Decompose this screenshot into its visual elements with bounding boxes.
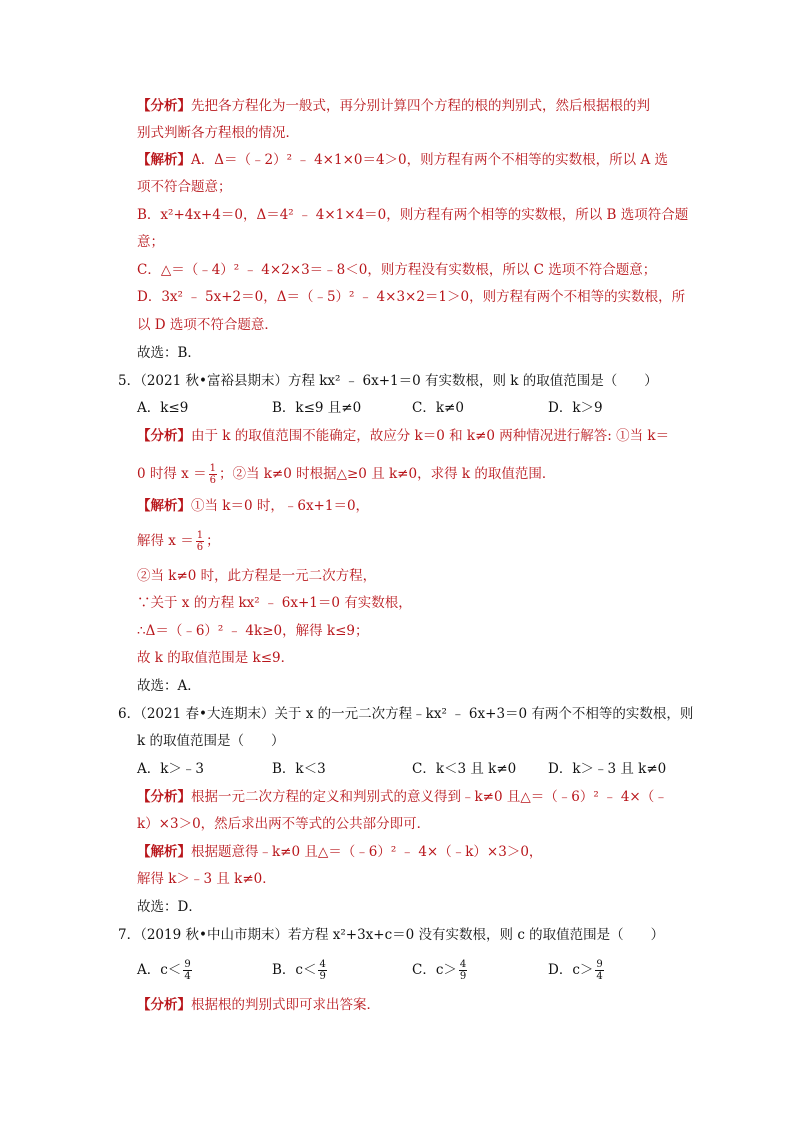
q6-option-a: A．k＞﹣3 — [137, 761, 205, 777]
q4-solution-b-line-2: 意； — [137, 234, 164, 250]
q4-solution-c-line: C．△＝（﹣4）² ﹣ 4×2×3＝﹣8＜0，则方程没有实数根，所以 C 选项不符合题意； — [137, 262, 657, 278]
q6-option-b: B．k＜3 — [272, 761, 326, 777]
fraction: $\frac{9}{4}$ — [596, 959, 603, 982]
q5-solution-line-4: ∵关于 x 的方程 kx² ﹣ 6x+1＝0 有实数根， — [137, 595, 412, 611]
analysis-tag: 【分析】 — [137, 98, 191, 114]
q7-stem: 7．（2019 秋•中山市期末）若方程 x²+3x+c＝0 没有实数根，则 c 的取值范围是（ ） — [118, 927, 665, 943]
q7-option-d: D．c＞ $\frac{9}{4}$ — [548, 959, 603, 982]
q7-option-b: B．c＜ $\frac{4}{9}$ — [272, 959, 326, 982]
q5-option-c: C．k≠0 — [412, 400, 464, 416]
solution-tag: 【解析】 — [137, 498, 191, 514]
analysis-tag: 【分析】 — [137, 997, 191, 1013]
q4-solution-b-line-1: B．x²+4x+4＝0，Δ＝4² ﹣ 4×1×4＝0，则方程有两个相等的实数根，所以 B 选项符合题 — [137, 207, 689, 223]
q6-stem-line-1: 6．（2021 春•大连期末）关于 x 的一元二次方程﹣kx² ﹣ 6x+3＝0 有两个不相等的实数根，则 — [118, 706, 694, 722]
solution-tag: 【解析】 — [137, 152, 191, 168]
q4-solution-a-line-1: 【解析】A．Δ＝（﹣2）² ﹣ 4×1×0＝4＞0，则方程有两个不相等的实数根，所以 A 选 — [137, 152, 668, 168]
q4-solution-d-line-2: 以 D 选项不符合题意． — [137, 317, 278, 333]
q4-answer: 故选：B． — [137, 345, 201, 361]
q5-solution-line-5: ∴Δ＝（﹣6）² ﹣ 4k≥0，解得 k≤9； — [137, 623, 369, 639]
q4-analysis-line-2: 别式判断各方程根的情况． — [137, 125, 299, 141]
q4-analysis-line-1: 【分析】先把各方程化为一般式，再分别计算四个方程的根的判别式，然后根据根的判 — [137, 98, 650, 114]
q5-option-a: A．k≤9 — [137, 400, 189, 416]
fraction: $\frac{9}{4}$ — [184, 959, 191, 982]
q6-solution-line-1: 【解析】根据题意得﹣k≠0 且△＝（﹣6）² ﹣ 4×（﹣k）×3＞0， — [137, 844, 543, 860]
q7-option-a: A．c＜ $\frac{9}{4}$ — [137, 959, 191, 982]
q5-analysis-line-2: 0 时得 x ＝ $\frac{1}{6}$ ；②当 k≠0 时根据△≥0 且 k≠0，求得 k 的取值范围． — [137, 463, 556, 486]
q6-answer: 故选：D． — [137, 899, 202, 915]
q5-solution-line-6: 故 k 的取值范围是 k≤9． — [137, 650, 295, 666]
q7-analysis-line-1: 【分析】根据根的判别式即可求出答案． — [137, 997, 380, 1013]
q7-option-c: C．c＞ $\frac{4}{9}$ — [412, 959, 467, 982]
q6-option-d: D．k＞﹣3 且 k≠0 — [548, 761, 667, 777]
solution-tag: 【解析】 — [137, 844, 191, 860]
q6-stem-line-2: k 的取值范围是（ ） — [137, 733, 285, 749]
fraction: $\frac{1}{6}$ — [196, 530, 204, 553]
q4-solution-d-line-1: D．3x² ﹣ 5x+2＝0，Δ＝（﹣5）² ﹣ 4×3×2＝1＞0，则方程有两个不相等的实数根，所 — [137, 289, 686, 305]
q5-answer: 故选：A． — [137, 678, 201, 694]
fraction: $\frac{1}{6}$ — [209, 463, 216, 486]
q5-analysis-line-1: 【分析】由于 k 的取值范围不能确定，故应分 k＝0 和 k≠0 两种情况进行解答: ①当 k＝ — [137, 428, 670, 444]
q5-option-b: B．k≤9 且≠0 — [272, 400, 362, 416]
q5-solution-line-1: 【解析】①当 k＝0 时，﹣6x+1＝0， — [137, 498, 370, 514]
analysis-tag: 【分析】 — [137, 428, 191, 444]
q6-option-c: C．k＜3 且 k≠0 — [412, 761, 517, 777]
q5-solution-line-2: 解得 x ＝ $\frac{1}{6}$ ； — [137, 530, 220, 553]
fraction: $\frac{4}{9}$ — [319, 959, 326, 982]
q4-solution-a-line-2: 项不符合题意； — [137, 179, 232, 195]
analysis-tag: 【分析】 — [137, 789, 191, 805]
q5-option-d: D．k＞9 — [548, 400, 603, 416]
q5-stem: 5．（2021 秋•富裕县期末）方程 kx² ﹣ 6x+1＝0 有实数根，则 k 的取值范围是（ ） — [118, 373, 658, 389]
q5-solution-line-3: ②当 k≠0 时，此方程是一元二次方程， — [137, 568, 377, 584]
q6-analysis-line-1: 【分析】根据一元二次方程的定义和判别式的意义得到﹣k≠0 且△＝（﹣6）² ﹣ 4×（﹣ — [137, 789, 668, 805]
q6-solution-line-2: 解得 k＞﹣3 且 k≠0． — [137, 871, 276, 887]
q6-analysis-line-2: k）×3＞0，然后求出两不等式的公共部分即可． — [137, 816, 431, 832]
fraction: $\frac{4}{9}$ — [459, 959, 467, 982]
